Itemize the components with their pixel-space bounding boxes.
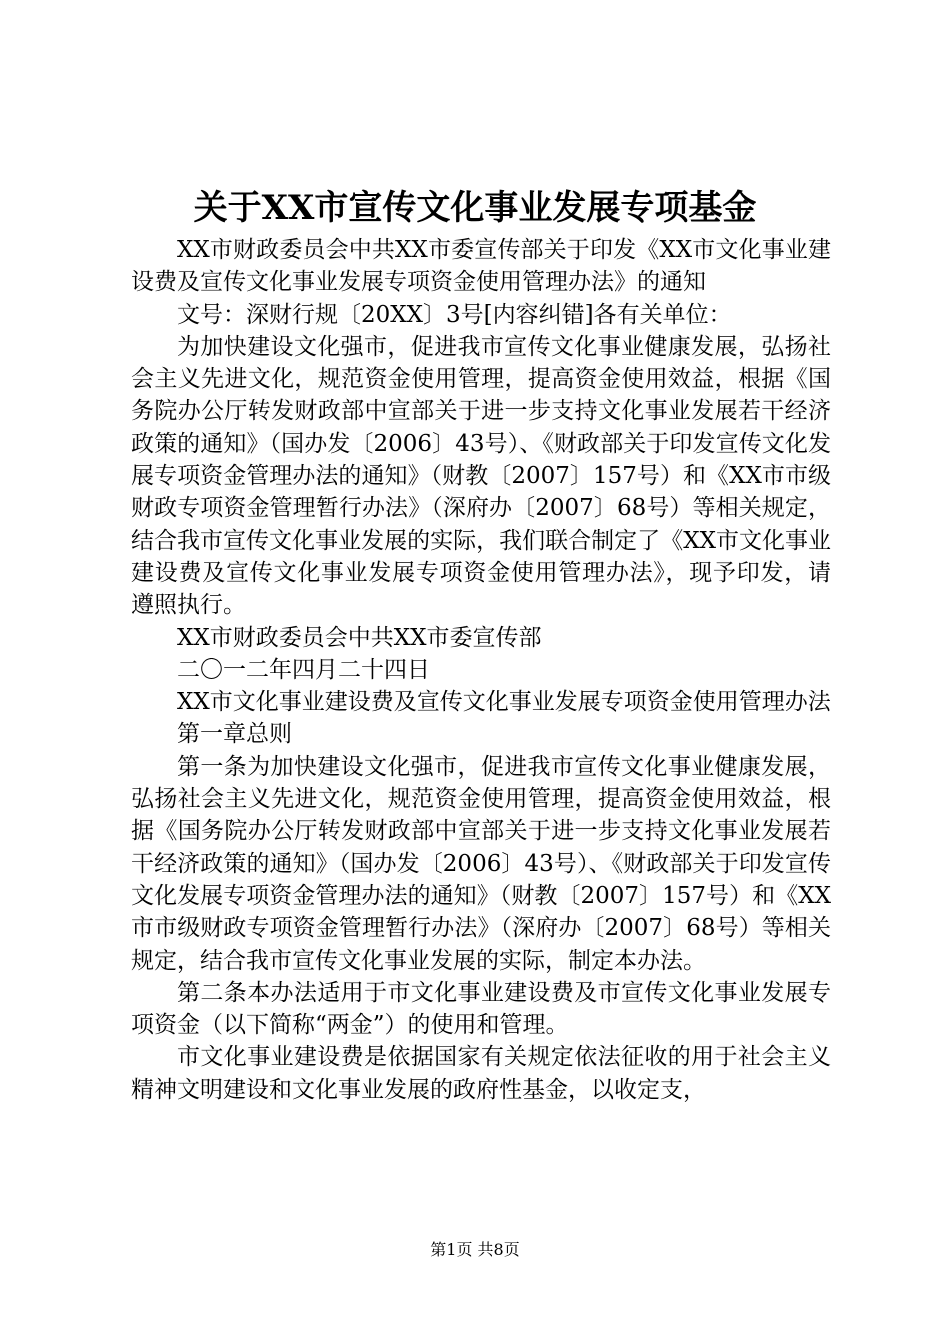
article-1-paragraph: 第一条为加快建设文化强市，促进我市宣传文化事业健康发展，弘扬社会主义先进文化，规范资金使用管理，提高资金使用效益，根据《国务院办公厅转发财政部中宣部关于进一步支持文化事业发展若干经济政策的通知》（国办发〔2006〕43号）、《财政部关于印发宣传文化发展专项资金管理办法的通知》（财教〔2007〕157号）和《XX市市级财政专项资金管理暂行办法》（深府办〔2007〕68号）等相关规定，结合我市宣传文化事业发展的实际，制定本办法。 — [131, 753, 831, 974]
notice-heading-paragraph: XX市财政委员会中共XX市委宣传部关于印发《XX市文化事业建设费及宣传文化事业发展专项资金使用管理办法》的通知 — [131, 237, 831, 296]
article-2-paragraph: 第二条本办法适用于市文化事业建设费及市宣传文化事业发展专项资金（以下简称“两金”）的使用和管理。 — [131, 979, 831, 1039]
issuer-line: XX市财政委员会中共XX市委宣传部 — [177, 624, 542, 651]
page-footer: 第1页 共8页 — [430, 1240, 520, 1259]
document-title: 关于XX市宣传文化事业发展专项基金 — [193, 188, 757, 228]
document-body — [131, 234, 831, 1106]
body-paragraph: 市文化事业建设费是依据国家有关规定依法征收的用于社会主义精神文明建设和文化事业发展的政府性基金，以收定支， — [131, 1044, 831, 1103]
regulation-title: XX市文化事业建设费及宣传文化事业发展专项资金使用管理办法 — [177, 689, 831, 716]
document-number-paragraph: 文号：深财行规〔20XX〕3号[内容纠错]各有关单位： — [177, 301, 732, 328]
chapter-heading: 第一章总则 — [177, 721, 292, 748]
date-line: 二〇一二年四月二十四日 — [177, 656, 430, 683]
body-paragraph: 为加快建设文化强市，促进我市宣传文化事业健康发展，弘扬社会主义先进文化，规范资金使用管理，提高资金使用效益，根据《国务院办公厅转发财政部中宣部关于进一步支持文化事业发展若干经济政策的通知》（国办发〔2006〕43号）、《财政部关于印发宣传文化发展专项资金管理办法的通知》（财教〔2007〕157号）和《XX市市级财政专项资金管理暂行办法》（深府办〔2007〕68号）等相关规定，结合我市宣传文化事业发展的实际，我们联合制定了《XX市文化事业建设费及宣传文化事业发展专项资金使用管理办法》，现予印发，请遵照执行。 — [131, 333, 831, 619]
